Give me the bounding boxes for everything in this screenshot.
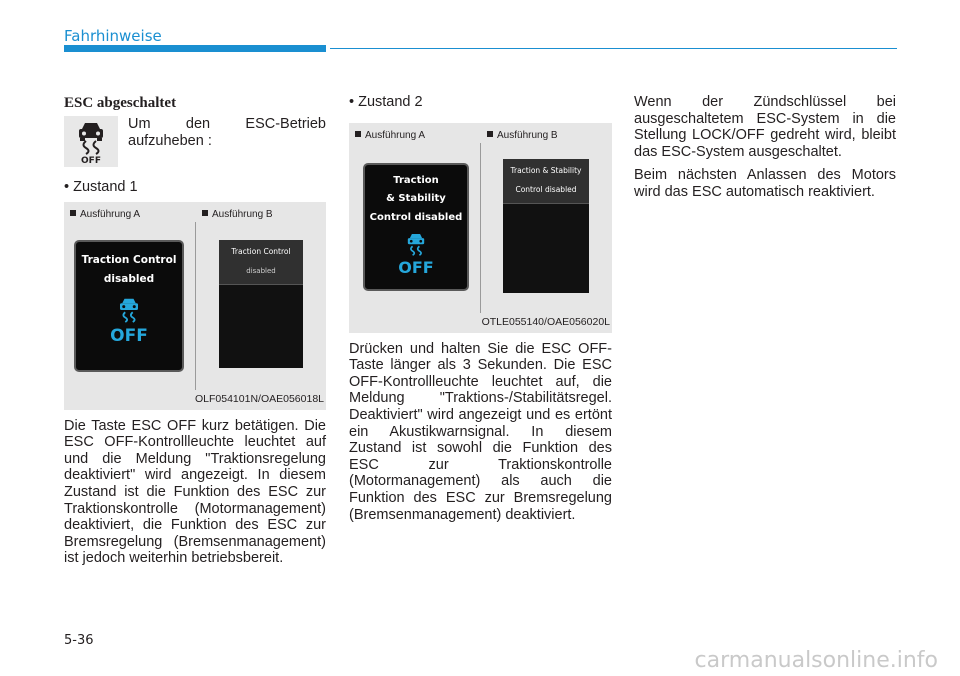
figure1-screen-a-off: OFF: [110, 325, 148, 346]
esc-off-icon-text: OFF: [81, 155, 101, 164]
column-2: [349, 94, 612, 523]
figure-state2: [349, 123, 612, 333]
figure2-variant-a-label: [355, 128, 425, 145]
figure1-screen-b-bar: [219, 240, 303, 285]
column-3: [634, 94, 896, 201]
figure1-divider: [195, 222, 196, 390]
col3-para2: Beim nächsten Anlassen des Motors wird das ESC automatisch reaktiviert.: [634, 167, 896, 200]
figure2-screen-a-line1: Traction: [393, 174, 439, 186]
figure1-code: OLF054101N/OAE056018L: [194, 393, 324, 405]
figure2-screen-a-line3: Control disabled: [369, 211, 463, 223]
figure1-screen-a-line2: disabled: [103, 273, 155, 286]
section-title: ESC abgeschaltet: [64, 95, 177, 111]
watermark: carmanualsonline.info: [694, 648, 938, 673]
figure1-variant-a-label: [70, 207, 140, 224]
figure1-variant-a-text: Ausführung A: [80, 208, 141, 220]
col3-para1: Wenn der Zündschlüssel bei ausgeschaltetem ESC-System in die Stellung LOCK/OFF gedreht wird, bleibt das ESC-System ausgeschaltet.: [634, 94, 896, 160]
figure2-screen-a-off: OFF: [398, 258, 434, 278]
figure1-screen-b-line1: Traction Control: [231, 247, 291, 256]
figure2-variant-b-label: [487, 128, 558, 145]
state1-text: Die Taste ESC OFF kurz betätigen. Die ESC OFF-Kontrollleuchte leuchtet auf und die Meldung "Traktionsregelung deaktiviert" wird angezeigt. In diesem Zustand ist die Funktion des ESC zur Traktionskontrolle (Motormanagement) deaktiviert, die Funktion des ESC zur Bremsregelung (Bremsenmanagement) ist jedoch weiterhin betriebsbereit.: [64, 417, 326, 567]
figure2-variant-b-text: Ausführung B: [497, 129, 558, 141]
figure1-variant-b-text: Ausführung B: [212, 208, 273, 220]
figure2-screen-b-bar: [503, 159, 589, 204]
esc-off-icon: [64, 116, 118, 167]
intro-block: [64, 116, 326, 167]
figure2-screen-b-line1: Traction & Stability: [510, 165, 582, 175]
header-bar-thin: [330, 48, 897, 49]
figure2-variant-a-text: Ausführung A: [365, 129, 426, 141]
figure1-variant-b-label: [202, 207, 273, 224]
figure2-screen-a: [363, 163, 469, 291]
page-number: 5-36: [64, 633, 94, 648]
figure1-screen-a: [74, 240, 184, 372]
figure2-screen-a-line2: & Stability: [386, 193, 446, 205]
traction-car-icon: [114, 296, 144, 330]
figure2-screen-b: [503, 159, 589, 293]
state2-text: Drücken und halten Sie die ESC OFF-Taste länger als 3 Sekunden. Die ESC OFF-Kontrollleuchte leuchtet auf, die Meldung "Traktions-/Stabilitätsregel. Deaktiviert" wird angezeigt und es ertönt ein Akustikwarnsignal. In diesem Zustand ist sowohl die Funktion des ESC zur Traktionskontrolle (Motormanagement) als auch die Funktion des ESC zur Bremsregelung (Bremsenmanagement) deaktiviert.: [349, 340, 612, 523]
intro-text: Um den ESC-Betrieb aufzuheben :: [128, 116, 326, 149]
figure2-screen-b-line2: Control disabled: [515, 185, 577, 195]
figure1-screen-a-line1: Traction Control: [81, 253, 177, 266]
state2-label: • Zustand 2: [349, 94, 423, 110]
figure-state1: [64, 202, 326, 410]
column-1: [64, 94, 326, 567]
figure1-screen-b-line2: disabled: [246, 266, 276, 275]
figure2-code: OTLE055140/OAE056020L: [481, 316, 610, 328]
header-bar-thick: [64, 45, 326, 52]
state1-label: • Zustand 1: [64, 179, 138, 195]
header-title: Fahrhinweise: [64, 27, 162, 45]
figure2-divider: [480, 143, 481, 313]
figure1-screen-b: [219, 240, 303, 368]
